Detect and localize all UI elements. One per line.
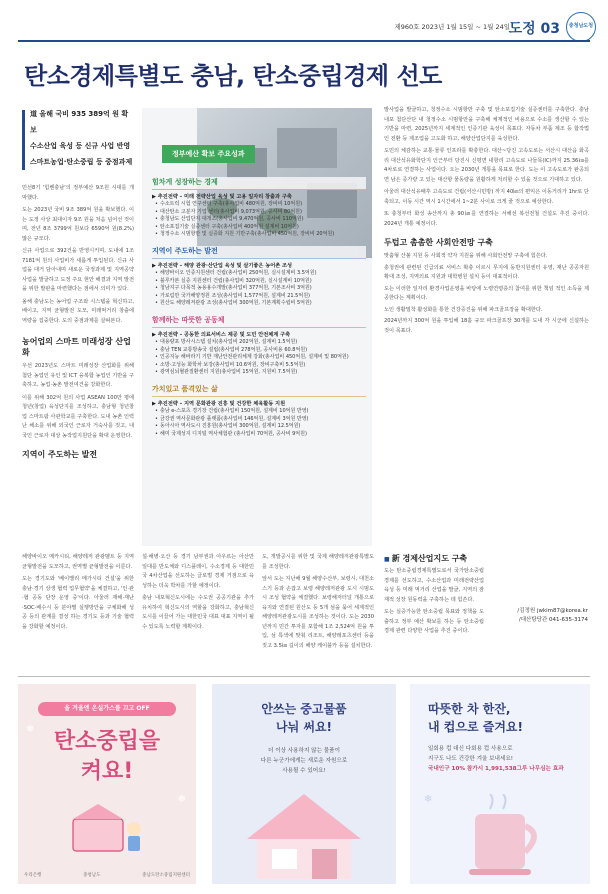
- photo-building: [277, 128, 337, 168]
- article-paragraph: 해양바이오 메카시티, 해양레저 관광벨트 등 지역 균형발전을 도모하고, 권역별 균형발전을 이룬다.: [22, 554, 134, 570]
- ad-text: 다른 누군가에게는 새로운 자원으로: [260, 758, 348, 764]
- house-illustration: [242, 789, 366, 879]
- article-paragraph: 맞춤형 산불 지원 등 사회적 약자 지원을 위해 사회안전망 구축에 힘쓴다.: [384, 253, 548, 259]
- article-paragraph: 신규 사업으로 392건을 반영시키며, 도내에 1조 7181억 원의 사업비가 새롭게 투입된다. 신규 사업을 대거 담아내며 새로운 국정과제 및 지역공약 사업을 발굴하고 도정 주요 현안 해결과 지역 발전을 위한 발판을 마련했다는 점에서 의미가 있다.: [22, 248, 134, 292]
- list-item: • 충남 TEN 교통방송국 설립(총사업비 278억원, 공사비용 60.8억원): [152, 347, 366, 355]
- article-paragraph: 이를 위해 302억 원의 사업 ASEAN 100만 평에 청년(창업) 육성단지를 조성하고, 충남형 청년창업 스마트팜 사관학교를 구축한다. 도내 농촌 인력난 해소를 위해 외국인 근로자 거숙사를 짓고, 내국인 근로자 대상 농작업지원단을 확대 운영한다.: [22, 394, 134, 439]
- ad-carbon-neutral: [18, 684, 196, 884]
- feature-section: [152, 315, 366, 377]
- bottom-columns: [22, 553, 588, 653]
- byline-line: /김정원 jwkim87@korea.kr: [517, 608, 588, 614]
- article-subhead: ■ 新 경제산업지도 구축: [384, 553, 484, 564]
- article-paragraph: 도는 이러한 일자리 환경사업운영을 바탕에 노령연령층의 참여를 위한 책임 적인 소득을 제공한다는 계획이다.: [384, 285, 589, 301]
- article-subhead: 두텁고 촘촘한 사회안전망 구축: [384, 238, 493, 247]
- article-paragraph: 도는 경기도와 '베이밸리 메가시티 건설'을 위한 충남·경기 상생 협력 업무협약'을 체결하고, '인·관·협 공동 단장 운영 중'이다. 아울러 재해·재난·SOC·배수시 등 분야별 실행방안을 구체화해 성공 등의 관계를 결성 하는 경기도 등과 기술 협력을 강화할 예정이다.: [22, 576, 134, 630]
- article-paragraph: 또 충청부터 화성 송산까지 총 90㎞를 연결하는 서해선 복선전철 건설도 추진 중이다. 2024년 개통 예정이다.: [384, 211, 589, 227]
- ad-divider: [18, 676, 590, 677]
- list-item: • 탄소포집기술 실증센터 구축(총사업비 400억원 설계비 10억원): [152, 224, 366, 232]
- article-paragraph: 충청권에 관련된 긴급의료 서비스 확충 이르시 무지에 동반지원센터 유영, 재난 공공자원 확대 조성, 지역의료 지원과 대학병원 설치 등이 대표적이다.: [384, 264, 589, 280]
- ad-title: 나눠 써요!: [275, 720, 333, 734]
- strategy-line: ▶ 추진전략 – 해양 관광·산단업 육성 및 살기좋은 농어촌 조성: [152, 262, 293, 269]
- lead-summary: [30, 106, 134, 170]
- bottom-column: [142, 553, 254, 632]
- sponsor-name: 충청남도: [83, 873, 101, 878]
- strategy-line: ▶ 추진전략 – 공동한 의료서비스 제공 및 도민 안전체계 구축: [152, 331, 291, 338]
- list-item: • 대용량포 방사시스템 설치(총사업비 202억원, 설계비 1.5억원): [152, 339, 366, 347]
- list-item: • 해미 국제성지 디지털 역사체험관 (총사업비 70억원, 공사비 9억원): [152, 431, 366, 439]
- header-rule: [18, 40, 590, 42]
- lead-line: 수소산업 육성 등 신규 사업 반영: [30, 142, 131, 150]
- article-paragraph: 도는 실증가능한 탄소중립 목표와 정책을 도출하고 정부 예산 확보를 하는 등 탄소중립 경제 관련 다양한 사업을 추진 중이다.: [384, 609, 484, 634]
- feature-section: [152, 177, 366, 239]
- list-item: • 가로림만 국가해양정원 조성(총사업비 1,577억원, 설계비 21.5억원): [152, 293, 366, 301]
- lead-line: 道 올해 국비 935 389억 원 확보: [30, 110, 129, 134]
- snowflake-icon: ❄: [424, 794, 433, 805]
- section-title: 힘차게 성장하는 경제: [152, 177, 366, 190]
- article-subhead: 지역이 주도하는 발전: [22, 450, 98, 459]
- section-label: 도정 03: [508, 21, 560, 37]
- list-item: • 광역심뇌혈관질환센터 지원(총사업비 15억원, 지원비 7.5억원): [152, 369, 366, 377]
- list-item: • 청남지구 다목적 농용용수개발(총사업비 377억원, 기본조사비 3억원): [152, 285, 366, 293]
- byline-line: /대산탕당관 041-635-3174: [518, 617, 588, 623]
- section-title: 함께하는 따뜻한 공동체: [152, 315, 366, 328]
- bottom-column: [262, 553, 374, 651]
- sponsor-name: 우리은행: [24, 873, 42, 878]
- bottom-column: [384, 553, 484, 637]
- article-paragraph: 도, 개발공시를 위한 및 국제 해양레저관광특별도를 조성한다.: [262, 554, 374, 570]
- ad-reusable-cup: [410, 684, 590, 884]
- ad-text: 지구도 나도 건강한 겨울 보내세요!: [428, 756, 514, 762]
- feature-section: [152, 384, 366, 438]
- ad-title: 내 컵으로 즐겨요!: [428, 720, 523, 734]
- sponsor-name: 충남도탄소중립지원센터: [142, 873, 190, 878]
- list-item: • 수소트럭 시험 연구센터 구축(총사업비 480억원, 장비비 10억원): [152, 201, 366, 209]
- list-item: • 블루카본 실증 지원센터 건립(총사업비 320억원, 실시설계비 10억원): [152, 278, 366, 286]
- article-paragraph: 민선8기 '힘쎈충남'의 정부예산 9조원 시대를 개막했다.: [22, 185, 134, 201]
- strategy-line: ▶ 추진전략 – 미래 전략산업 육성 및 고용 일자리 창출과 구축: [152, 194, 292, 200]
- bottom-column: [22, 553, 134, 632]
- issue-info: 제960호 2023년 1월 15일 ~ 1월 24일: [394, 23, 510, 31]
- ad-text: 사용될 수 있어요!: [282, 768, 326, 774]
- list-item: • 대산탄소 고분자 기업 센터(총사업비 9,073억원, 공사비 80억원): [152, 209, 366, 217]
- article-paragraph: 발사업을 발굴하고, 청정수소 시범항만 구축 및 탄소포집기술 실증센터를 구축한다. 충남 내포 첨단산단 내 청정수소 시범항만을 구축해 체계적인 비용으로 수소를 생산할 수 있는 기반을 마련, 2025년까지 세계적인 인증기관 육성이 목표다. 자동차 부품 제조 등 합작법인 전환 등 제조업을 고도화 하고, 해양산업단지를 육성한다.: [384, 107, 589, 142]
- list-item: • 동아시아 역사도시 진흥원(총사업비 300억원, 설계비 12.5억원): [152, 423, 366, 431]
- article-paragraph: 앞서 도는 지난해 9월 해양수산부, 보령시, 대천소스기 등과 손잡고 보령 해양레저관광 도시 시범도시 조성 협약을 체결했다. 보령해저터널 개통으로 육지와 연결된 원산도 등 5개 섬을 묶어 세계적인 해양레저관광도시를 조성하는 것이다. 도는 2030년까지 민간 투자를 포함해 1조 2,524억 원을 투입, 섬 특색에 맞춰 리조트, 해양레포츠센터 등을 짓고 3.5㎞ 길이의 해양 케이블카 등을 설치한다.: [262, 576, 374, 649]
- article-paragraph: 설·해병·오산 등 경기 남부권과 아우르는 아산만 일대를 반도체와 디스플레이, 수소경제 등 대한민국 4차산업을 선도하는 글로벌 경제 거점으로 육성하는 더욱 박차를 가할 예정이다.: [142, 554, 254, 589]
- ad-text: 일회용 컵 대신 다회용 컵 사용으로: [428, 746, 513, 752]
- cup-illustration: [455, 794, 555, 879]
- strategy-line: ▶ 추진전략 – 지역 문화관광 진흥 및 건강한 체육활동 지원: [152, 400, 286, 407]
- article-subhead: 농어업의 스마트 미래성장 산업화: [22, 337, 131, 357]
- right-column: [384, 106, 589, 336]
- list-item: • 소방·고성능 화학차 보강(총사업비 10.6억원, 장비구축비 5.5억원): [152, 362, 366, 370]
- ad-text: 국내인구 10% 참가시 1,991,538그루 나무심는 효과: [428, 766, 564, 772]
- feature-tag: 정부예산 확보 주요성과: [162, 145, 255, 163]
- page-headline: 탄소경제특별도 충남, 탄소중립경제 선도: [24, 62, 442, 90]
- page-header: [18, 18, 594, 37]
- article-paragraph: 충남 내포혁신도시에는 수도권 공공기관을 추가 유치하여 혁신도시의 역할을 강화하고, 충남혁신도시를 이끌어 가는 대한민국 대표 대표 지역이 될 수 있도록 노력할 계획이다.: [142, 595, 254, 630]
- list-item: • 인공지능 해바라기 기반 재난안전관리체계 강화(총사업비 450억원, 설계비 및 80억원): [152, 354, 366, 362]
- snowflake-icon: ❄: [177, 794, 186, 805]
- feature-section: [152, 246, 366, 308]
- article-paragraph: 도민의 체감하는 교통·물류 인프라를 확충한다. 대산~당진 고속도로는 서산시 대산읍 화곡리 대산석유화학단지 인근부터 당진시 신평면 내항리 고속도로 나들목(IC)까지 25.36㎞를 4차로로 연결하는 사업이다. 오는 2030년 개통을 목표로 한다. 도는 이 고속도로가 완공되면 남은 증가량 고 있는 대산항 물동량을 원활하게 처리할 수 있을 것으로 기대하고 있다.: [384, 148, 589, 183]
- article-paragraph: 우선 2023년도 스마트 미래성장 산업화를 위해 첨단 농업인 유인 및 ICT 융복합 농업인 기반을 구축하고, 농업·농촌 발전여건을 강화한다.: [22, 363, 134, 388]
- budget-feature-box: [142, 108, 372, 546]
- ad-sponsors: [24, 872, 190, 878]
- ad-illustration: [68, 799, 146, 854]
- ad-title: 안쓰는 중고물품: [261, 702, 347, 716]
- list-item: • 청정수소 시범항만 및 실증화 지원 기반구축(총사업비 450억원, 장비비 20억원): [152, 231, 366, 239]
- section-title: 가치있고 품격있는 삶: [152, 384, 366, 397]
- article-paragraph: 도는 2023년 국비 9조 389억 원을 확보했다. 이는 도정 사상 최대이자 9조 원을 처음 넘어선 것이며, 전년 8조 3799억 원보다 6590억 원(8.2%) 많은 규모다.: [22, 207, 134, 242]
- list-item: • 금강권 역사문화관광 플랫폼(총사업비 146억원, 설계비 3억원 반영): [152, 416, 366, 424]
- byline: [488, 607, 588, 625]
- left-column: [22, 106, 134, 460]
- article-paragraph: 아울러 대산석유배후 고속도로 건립(서산시민방) 까지 40㎞의 편익은 이동거리가 1hr로 단축되고, 이동 시간 역시 1시간에서 1~2분 사이로 크게 줄 것으로 예상한다.: [384, 189, 589, 205]
- list-item: • 해양바이오 인증지원센터 건립(총사업비 250억원, 실시설계비 3.5억원): [152, 270, 366, 278]
- list-item: • 충남 e-스포츠 경기장 건립(총사업비 150억원, 설계비 10억원 반영): [152, 408, 366, 416]
- ad-text: 더 이상 사용하지 않는 물품이: [268, 748, 340, 754]
- article-paragraph: 도는 탄소중립경제특별도로서 국가탄소중립경제를 선도하고, 수소산업과 미래전략산업 육성 등 미래 먹거리 산업을 발굴, 지역의 잠재적 성장 원동력을 구축하는 데 힘쓴다.: [384, 568, 484, 603]
- ad-title: 따뜻한 차 한잔,: [428, 702, 511, 716]
- snowflake-icon: ❄: [26, 724, 35, 735]
- section-title: 지역이 주도하는 발전: [152, 246, 366, 259]
- publication-logo: 충청남도청: [566, 12, 596, 42]
- article-paragraph: 올해 충남도는 농어업 구조와 시스템을 혁신하고, 베이고, 지역 균형발전 도모, 미래먹거리 창출에 역량을 집중한다. 도의 중점과제를 살펴본다.: [22, 298, 134, 324]
- article-paragraph: 2024년까지 300억 원을 투입해 18홀 규모 파크골프장 30개를 도내 각 시군에 신설하는 것이 목표다.: [384, 318, 589, 334]
- lead-line: 스마트농업·탄소중립 등 중점과제: [30, 158, 133, 166]
- feature-body: [152, 170, 366, 438]
- ad-title: 켜요!: [80, 759, 134, 784]
- ad-strip: 올 겨울엔 온실가스를 끄고 OFF: [38, 702, 176, 716]
- list-item: • 원산도 해양레저관광 조성(총사업비 300억원, 기본계획수립비 5억원): [152, 300, 366, 308]
- list-item: • 충청남도 산업단지 대개조(총사업비 9,470억원, 공사비 110억원): [152, 216, 366, 224]
- ad-secondhand: [212, 684, 396, 884]
- ad-title: 탄소중립을: [53, 729, 161, 754]
- article-paragraph: 노인 생활밀착 활성화를 통한 건강증진을 위해 파크골프장을 확대한다.: [384, 306, 543, 313]
